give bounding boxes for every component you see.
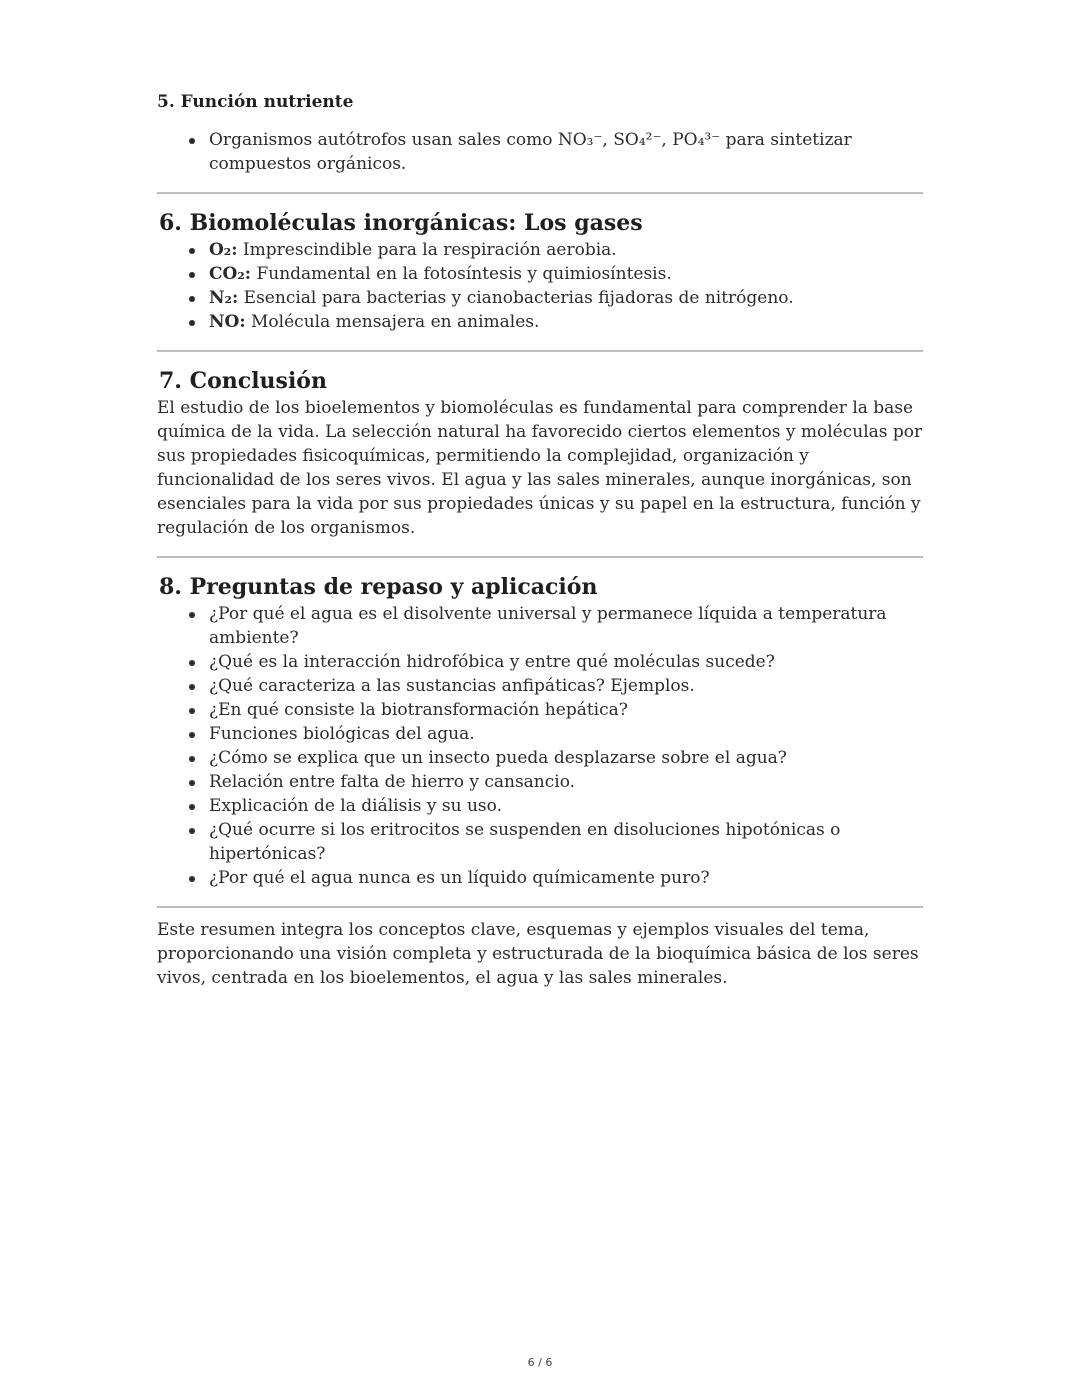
gas-term: CO₂: — [209, 264, 252, 284]
list-item: ¿Qué ocurre si los eritrocitos se suspenden en disoluciones hipotónicas o hipertónicas? — [209, 818, 923, 866]
gas-description: Esencial para bacterias y cianobacterias fijadoras de nitrógeno. — [238, 288, 794, 308]
list-item — [209, 262, 923, 286]
list-item — [209, 310, 923, 334]
list-item — [209, 238, 923, 262]
gas-term: NO: — [209, 312, 246, 332]
section-6-list — [157, 238, 923, 334]
gas-description: Imprescindible para la respiración aerobia. — [237, 240, 617, 260]
divider — [157, 556, 923, 558]
section-7-heading: 7. Conclusión — [159, 368, 327, 394]
list-item: ¿Qué caracteriza a las sustancias anfipáticas? Ejemplos. — [209, 674, 923, 698]
list-item: ¿En qué consiste la biotransformación hepática? — [209, 698, 923, 722]
gas-term: N₂: — [209, 288, 239, 308]
section-5-heading: 5. Función nutriente — [157, 92, 354, 112]
list-item: ¿Por qué el agua es el disolvente universal y permanece líquida a temperatura ambiente? — [209, 602, 923, 650]
gas-term: O₂: — [209, 240, 238, 260]
list-item: ¿Cómo se explica que un insecto pueda desplazarse sobre el agua? — [209, 746, 923, 770]
list-item: Explicación de la diálisis y su uso. — [209, 794, 923, 818]
list-item: Funciones biológicas del agua. — [209, 722, 923, 746]
section-8-heading: 8. Preguntas de repaso y aplicación — [159, 574, 598, 600]
section-6-heading: 6. Biomoléculas inorgánicas: Los gases — [159, 210, 643, 236]
list-item: ¿Por qué el agua nunca es un líquido químicamente puro? — [209, 866, 923, 890]
divider — [157, 192, 923, 194]
list-item — [209, 286, 923, 310]
section-5-list — [157, 128, 923, 176]
list-item: ¿Qué es la interacción hidrofóbica y entre qué moléculas sucede? — [209, 650, 923, 674]
list-item: Organismos autótrofos usan sales como NO₃⁻, SO₄²⁻, PO₄³⁻ para sintetizar compuestos orgánicos. — [209, 128, 923, 176]
divider — [157, 350, 923, 352]
document-page — [157, 88, 923, 990]
list-item: Relación entre falta de hierro y cansancio. — [209, 770, 923, 794]
closing-paragraph: Este resumen integra los conceptos clave, esquemas y ejemplos visuales del tema, proporcionando una visión completa y estructurada de la bioquímica básica de los seres vivos, centrada en los bioelementos, el agua y las sales minerales. — [157, 920, 919, 988]
divider — [157, 906, 923, 908]
gas-description: Fundamental en la fotosíntesis y quimiosíntesis. — [251, 264, 672, 284]
page-number: 6 / 6 — [527, 1356, 553, 1369]
section-8-list — [157, 602, 923, 890]
conclusion-paragraph: El estudio de los bioelementos y biomoléculas es fundamental para comprender la base química de la vida. La selección natural ha favorecido ciertos elementos y moléculas por sus propiedades fisicoquímicas, permitiendo la complejidad, organización y funcionalidad de los seres vivos. El agua y las sales minerales, aunque inorgánicas, son esenciales para la vida por sus propiedades únicas y su papel en la estructura, función y regulación de los organismos. — [157, 398, 923, 538]
gas-description: Molécula mensajera en animales. — [245, 312, 540, 332]
